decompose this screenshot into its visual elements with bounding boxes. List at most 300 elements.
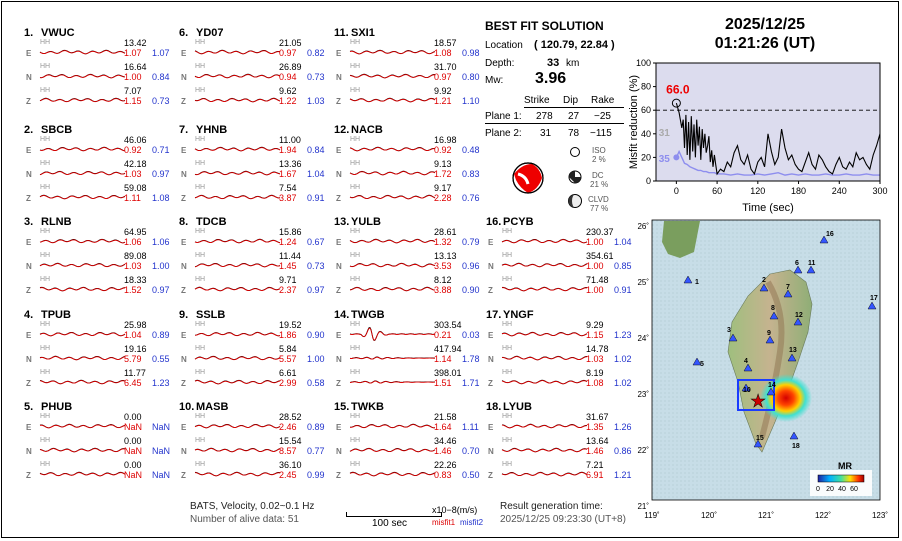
x-tick-label: 240 — [831, 186, 847, 196]
component-label: E — [336, 423, 342, 432]
station-block-lyub — [486, 401, 632, 480]
channel-tag: HH — [195, 39, 206, 46]
misfit1-value: 1.14 — [434, 354, 452, 364]
plane2-strike: 31 — [540, 128, 552, 139]
station-block-tdcb — [179, 216, 325, 295]
station-number: 16 — [826, 231, 834, 238]
plane-table-rule-top — [524, 107, 624, 108]
result-time-value: 2025/12/25 09:23:30 (UT+8) — [500, 514, 626, 525]
peak-amplitude: 31.67 — [586, 412, 609, 422]
station-number: 18 — [792, 443, 800, 450]
svg-text:★: ★ — [750, 391, 767, 411]
station-block-yd07 — [179, 27, 325, 106]
synthetic-trace — [195, 99, 280, 102]
component-label: N — [336, 262, 342, 271]
misfit1-value: 6.45 — [124, 378, 142, 388]
station-number: 2 — [762, 277, 766, 284]
filter-info: BATS, Velocity, 0.02~0.1 Hz — [190, 501, 315, 512]
misfit1-value: NaN — [124, 470, 143, 480]
component-label: N — [336, 447, 342, 456]
station-number: 13 — [789, 347, 797, 354]
component-label: E — [26, 146, 32, 155]
misfit2-value: 0.90 — [307, 330, 325, 340]
peak-amplitude: 28.52 — [279, 412, 302, 422]
misfit2-value: 0.50 — [462, 470, 480, 480]
label-35: 35 — [658, 154, 670, 166]
misfit2-value: 0.73 — [307, 72, 325, 82]
peak-amplitude: 16.64 — [124, 62, 147, 72]
station-block-sbcb — [24, 124, 170, 203]
misfit2-value: 0.98 — [462, 48, 480, 58]
longitude-label: 121˚ — [757, 511, 775, 520]
alive-count: Number of alive data: 51 — [190, 514, 299, 525]
component-label: Z — [336, 97, 341, 106]
station-code: NACB — [351, 124, 383, 136]
channel-tag: HH — [195, 87, 206, 94]
colorbar-title: MR — [838, 461, 852, 471]
station-number: 1 — [695, 279, 699, 286]
component-label: E — [336, 331, 342, 340]
amplitude-units: x10−8(m/s) — [432, 505, 478, 515]
mw-label: Mw: — [485, 75, 504, 86]
misfit1-value: 5.57 — [279, 354, 297, 364]
time-scale-label: 100 sec — [372, 518, 408, 529]
synthetic-trace — [502, 381, 587, 384]
station-code: SSLB — [196, 309, 226, 321]
peak-amplitude: 21.05 — [279, 38, 302, 48]
station-index: 11. — [334, 27, 349, 39]
station-block-phub — [24, 401, 170, 480]
y-axis-label: Misfit reduction (%) — [628, 74, 640, 170]
peak-amplitude: 13.36 — [279, 159, 302, 169]
misfit1-value: 1.07 — [124, 48, 142, 58]
station-number: 12 — [795, 312, 803, 319]
latitude-label: 21˚ — [637, 502, 649, 511]
colorbar-tick-label: 20 — [826, 486, 834, 493]
misfit2-value: 0.79 — [462, 237, 480, 247]
clvd-label: CLVD — [588, 195, 609, 204]
plane1-label: Plane 1: — [485, 111, 522, 122]
misfit2-value: 1.04 — [614, 237, 632, 247]
misfit2-value: NaN — [152, 446, 171, 456]
station-block-sxi1 — [334, 27, 480, 106]
station-block-tpub — [24, 309, 170, 388]
channel-tag: HH — [40, 228, 51, 235]
peak-amplitude: 230.37 — [586, 227, 614, 237]
iso-value: 2 % — [592, 155, 606, 164]
result-time-label: Result generation time: — [500, 501, 603, 512]
misfit1-value: 0.94 — [279, 72, 297, 82]
longitude-label: 123˚ — [871, 511, 889, 520]
latitude-label: 22˚ — [637, 446, 649, 455]
component-label: Z — [181, 286, 186, 295]
synthetic-trace — [40, 51, 125, 54]
component-label: E — [26, 49, 32, 58]
station-code: PHUB — [41, 401, 73, 413]
channel-tag: HH — [195, 461, 206, 468]
solution-title: BEST FIT SOLUTION — [485, 19, 604, 33]
location-value: ( 120.79, 22.84 ) — [534, 39, 615, 51]
misfit2-value: 0.73 — [152, 96, 170, 106]
misfit1-value: 1.51 — [434, 378, 452, 388]
x-axis-label: Time (sec) — [742, 202, 794, 214]
station-block-vwuc — [24, 27, 170, 106]
synthetic-trace — [40, 264, 125, 267]
misfit1-value: 1.32 — [434, 237, 452, 247]
channel-tag: HH — [350, 228, 361, 235]
peak-amplitude: 6.61 — [279, 368, 297, 378]
y-tick-label: 0 — [645, 176, 651, 186]
misfit1-value: NaN — [124, 422, 143, 432]
component-label: E — [336, 49, 342, 58]
component-label: Z — [181, 379, 186, 388]
peak-amplitude: 31.70 — [434, 62, 457, 72]
misfit1-value: 3.87 — [279, 193, 297, 203]
channel-tag: HH — [195, 136, 206, 143]
longitude-label: 119˚ — [644, 511, 660, 520]
synthetic-trace — [195, 75, 280, 78]
dip-header: Dip — [563, 95, 579, 106]
peak-amplitude: 9.62 — [279, 86, 297, 96]
component-label: N — [488, 262, 494, 271]
misfit2-value: 0.96 — [462, 261, 480, 271]
channel-tag: HH — [350, 63, 361, 70]
channel-tag: HH — [502, 321, 513, 328]
misfit2-value: 0.58 — [307, 378, 325, 388]
station-number: 14 — [768, 382, 776, 389]
channel-tag: HH — [40, 369, 51, 376]
station-block-twgb — [334, 309, 480, 388]
misfit1-value: 1.45 — [279, 261, 297, 271]
component-label: Z — [336, 194, 341, 203]
misfit2-value: NaN — [152, 422, 171, 432]
station-number: 5 — [700, 361, 704, 368]
component-label: N — [181, 447, 187, 456]
station-index: 9. — [179, 309, 189, 321]
station-index: 8. — [179, 216, 189, 228]
peak-amplitude: 13.64 — [586, 436, 609, 446]
colorbar-tick-label: 40 — [838, 486, 846, 493]
channel-tag: HH — [40, 345, 51, 352]
dc-label: DC — [592, 171, 604, 180]
misfit2-value: 0.80 — [462, 72, 480, 82]
component-label: Z — [26, 194, 31, 203]
component-label: E — [488, 238, 494, 247]
misfit2-value: 0.91 — [307, 193, 325, 203]
misfit2-value: 1.02 — [614, 354, 632, 364]
peak-amplitude: 9.13 — [434, 159, 452, 169]
misfit2-value: 1.78 — [462, 354, 480, 364]
synthetic-trace — [195, 381, 280, 384]
component-label: Z — [336, 286, 341, 295]
component-label: Z — [181, 471, 186, 480]
station-code: VWUC — [41, 27, 75, 39]
component-label: E — [26, 331, 32, 340]
component-label: Z — [488, 471, 493, 480]
channel-tag: HH — [40, 437, 51, 444]
channel-tag: HH — [40, 136, 51, 143]
misfit2-value: 0.83 — [462, 169, 480, 179]
synthetic-trace — [40, 288, 125, 291]
component-label: Z — [26, 471, 31, 480]
plot-area — [656, 63, 880, 181]
y-tick-label: 100 — [635, 58, 651, 68]
beachball-icon — [513, 163, 543, 193]
channel-tag: HH — [502, 461, 513, 468]
misfit1-value: 1.35 — [586, 422, 604, 432]
latitude-label: 25˚ — [637, 278, 649, 287]
channel-tag: HH — [350, 437, 361, 444]
component-label: Z — [26, 379, 31, 388]
misfit2-value: 0.77 — [307, 446, 325, 456]
channel-tag: HH — [40, 461, 51, 468]
misfit1-value: 1.67 — [279, 169, 297, 179]
channel-tag: HH — [195, 184, 206, 191]
component-label: E — [26, 238, 32, 247]
channel-tag: HH — [502, 252, 513, 259]
channel-tag: HH — [350, 413, 361, 420]
peak-amplitude: 21.58 — [434, 412, 457, 422]
channel-tag: HH — [40, 413, 51, 420]
synthetic-trace — [502, 288, 587, 291]
latitude-label: 26˚ — [637, 222, 649, 231]
peak-amplitude: 303.54 — [434, 320, 462, 330]
misfit1-value: 1.04 — [124, 330, 142, 340]
peak-amplitude: 14.78 — [586, 344, 609, 354]
colorbar-tick-label: 60 — [850, 486, 858, 493]
station-code: TDCB — [196, 216, 227, 228]
synthetic-trace — [350, 328, 435, 340]
channel-tag: HH — [40, 252, 51, 259]
station-code: RLNB — [41, 216, 72, 228]
component-label: N — [26, 73, 32, 82]
misfit1-value: 1.46 — [586, 446, 604, 456]
label-31: 31 — [658, 128, 670, 140]
plane2-dip: 78 — [568, 128, 580, 139]
station-code: TPUB — [41, 309, 71, 321]
synthetic-trace — [40, 449, 125, 452]
channel-tag: HH — [195, 228, 206, 235]
station-block-yhnb — [179, 124, 325, 203]
latitude-label: 23˚ — [637, 390, 649, 399]
component-label: E — [488, 331, 494, 340]
misfit1-value: 6.91 — [586, 470, 604, 480]
y-tick-label: 20 — [640, 152, 651, 163]
channel-tag: HH — [350, 461, 361, 468]
misfit2-value: 1.11 — [462, 422, 479, 432]
misfit1-value: 1.00 — [586, 285, 604, 295]
depth-unit: km — [566, 58, 580, 69]
station-code: YULB — [351, 216, 381, 228]
iso-label: ISO — [592, 146, 606, 155]
station-index: 3. — [24, 216, 34, 228]
misfit2-value: 1.04 — [307, 169, 325, 179]
peak-amplitude: 7.54 — [279, 183, 297, 193]
misfit1-value: 1.00 — [586, 261, 604, 271]
component-label: N — [488, 355, 494, 364]
component-label: N — [181, 170, 187, 179]
misfit1-value: 1.94 — [279, 145, 297, 155]
misfit1-value: 0.21 — [434, 330, 452, 340]
peak-amplitude: 46.06 — [124, 135, 147, 145]
peak-amplitude: 0.00 — [124, 460, 142, 470]
misfit1-value: NaN — [124, 446, 143, 456]
peak-amplitude: 19.52 — [279, 320, 302, 330]
depth-label: Depth: — [485, 58, 515, 69]
component-label: E — [181, 49, 187, 58]
peak-amplitude: 36.10 — [279, 460, 302, 470]
colorbar-tick-label: 0 — [816, 486, 820, 493]
misfit2-value: 0.84 — [152, 72, 170, 82]
misfit2-value: 0.85 — [614, 261, 632, 271]
x-tick-label: 180 — [791, 186, 807, 196]
peak-amplitude: 25.98 — [124, 320, 147, 330]
misfit2-value: 0.48 — [462, 145, 480, 155]
misfit1-value: 3.53 — [434, 261, 452, 271]
channel-tag: HH — [40, 321, 51, 328]
component-label: N — [26, 355, 32, 364]
peak-amplitude: 9.17 — [434, 183, 452, 193]
channel-tag: HH — [350, 39, 361, 46]
station-index: 17. — [486, 309, 502, 321]
channel-tag: HH — [40, 184, 51, 191]
peak-amplitude: 9.71 — [279, 275, 297, 285]
component-label: N — [336, 355, 342, 364]
peak-amplitude: 34.46 — [434, 436, 457, 446]
component-label: N — [26, 170, 32, 179]
misfit1-legend: misfit1 — [432, 518, 456, 527]
misfit2-value: 0.71 — [152, 145, 170, 155]
misfit1-value: 1.15 — [124, 96, 142, 106]
misfit1-value: 1.72 — [434, 169, 452, 179]
time-scale-bar — [346, 512, 442, 517]
best-value-label: 66.0 — [666, 82, 690, 97]
channel-tag: HH — [195, 369, 206, 376]
misfit2-value: 0.91 — [614, 285, 632, 295]
peak-amplitude: 59.08 — [124, 183, 147, 193]
channel-tag: HH — [195, 321, 206, 328]
misfit2-value: 1.06 — [152, 237, 170, 247]
plane1-strike: 278 — [536, 111, 553, 122]
station-code: PCYB — [503, 216, 534, 228]
synthetic-trace — [350, 381, 435, 383]
plane2-label: Plane 2: — [485, 128, 522, 139]
misfit2-value: 1.26 — [614, 422, 632, 432]
peak-amplitude: 71.48 — [586, 275, 609, 285]
channel-tag: HH — [502, 413, 513, 420]
component-label: N — [336, 73, 342, 82]
synthetic-trace — [350, 196, 435, 199]
channel-tag: HH — [350, 321, 361, 328]
station-number: 8 — [771, 305, 775, 312]
peak-amplitude: 0.00 — [124, 436, 142, 446]
peak-amplitude: 26.89 — [279, 62, 302, 72]
peak-amplitude: 42.18 — [124, 159, 147, 169]
station-code: YD07 — [196, 27, 224, 39]
peak-amplitude: 15.86 — [279, 227, 302, 237]
event-time: 01:21:26 (UT) — [714, 35, 816, 52]
station-index: 2. — [24, 124, 34, 136]
component-label: Z — [336, 471, 341, 480]
component-label: E — [488, 423, 494, 432]
component-label: E — [181, 331, 187, 340]
misfit1-value: 0.97 — [279, 48, 297, 58]
component-label: Z — [26, 97, 31, 106]
channel-tag: HH — [350, 276, 361, 283]
mw-value: 3.96 — [535, 70, 567, 87]
station-code: YNGF — [503, 309, 534, 321]
component-label: E — [181, 423, 187, 432]
x-tick-label: 0 — [673, 186, 679, 196]
depth-value: 33 — [547, 57, 560, 69]
component-label: Z — [181, 194, 186, 203]
channel-tag: HH — [195, 345, 206, 352]
component-label: Z — [181, 97, 186, 106]
peak-amplitude: 18.33 — [124, 275, 147, 285]
colorbar — [818, 475, 864, 482]
y-tick-label: 40 — [640, 128, 651, 139]
channel-tag: HH — [350, 184, 361, 191]
channel-tag: HH — [195, 160, 206, 167]
channel-tag: HH — [350, 87, 361, 94]
channel-tag: HH — [195, 63, 206, 70]
plane1-dip: 27 — [568, 111, 580, 122]
misfit2-value: 0.70 — [462, 446, 480, 456]
synthetic-trace — [502, 333, 587, 336]
channel-tag: HH — [502, 228, 513, 235]
peak-amplitude: 417.94 — [434, 344, 462, 354]
x-tick-label: 60 — [712, 186, 723, 196]
station-index: 5. — [24, 401, 34, 413]
misfit1-value: 1.46 — [434, 446, 452, 456]
station-index: 16. — [486, 216, 502, 228]
dc-icon — [569, 171, 581, 183]
channel-tag: HH — [350, 136, 361, 143]
station-block-yulb — [334, 216, 480, 295]
misfit1-value: 3.88 — [434, 285, 452, 295]
station-block-rlnb — [24, 216, 170, 295]
component-label: Z — [488, 379, 493, 388]
component-label: E — [181, 238, 187, 247]
misfit2-value: 1.02 — [614, 378, 632, 388]
misfit1-value: 1.64 — [434, 422, 452, 432]
channel-tag: HH — [350, 160, 361, 167]
peak-amplitude: 28.61 — [434, 227, 457, 237]
longitude-label: 120˚ — [700, 511, 718, 520]
peak-amplitude: 11.77 — [124, 368, 146, 378]
station-index: 12. — [334, 124, 350, 136]
station-number: 3 — [727, 327, 731, 334]
station-code: SBCB — [41, 124, 73, 136]
channel-tag: HH — [40, 87, 51, 94]
station-number: 9 — [767, 330, 771, 337]
synthetic-trace — [502, 357, 587, 360]
epicenter-star-icon — [750, 391, 766, 411]
misfit1-value: 1.08 — [586, 378, 604, 388]
misfit2-value: 1.23 — [152, 378, 170, 388]
station-code: LYUB — [503, 401, 532, 413]
channel-tag: HH — [502, 276, 513, 283]
synthetic-trace — [195, 333, 280, 336]
station-index: 18. — [486, 401, 502, 413]
misfit1-value: 1.03 — [124, 169, 142, 179]
misfit2-value: 0.84 — [307, 145, 325, 155]
misfit1-value: 1.24 — [279, 237, 297, 247]
misfit1-value: 1.08 — [434, 48, 452, 58]
station-index: 13. — [334, 216, 350, 228]
y-tick-label: 80 — [640, 81, 651, 92]
location-label: Location — [485, 40, 523, 51]
